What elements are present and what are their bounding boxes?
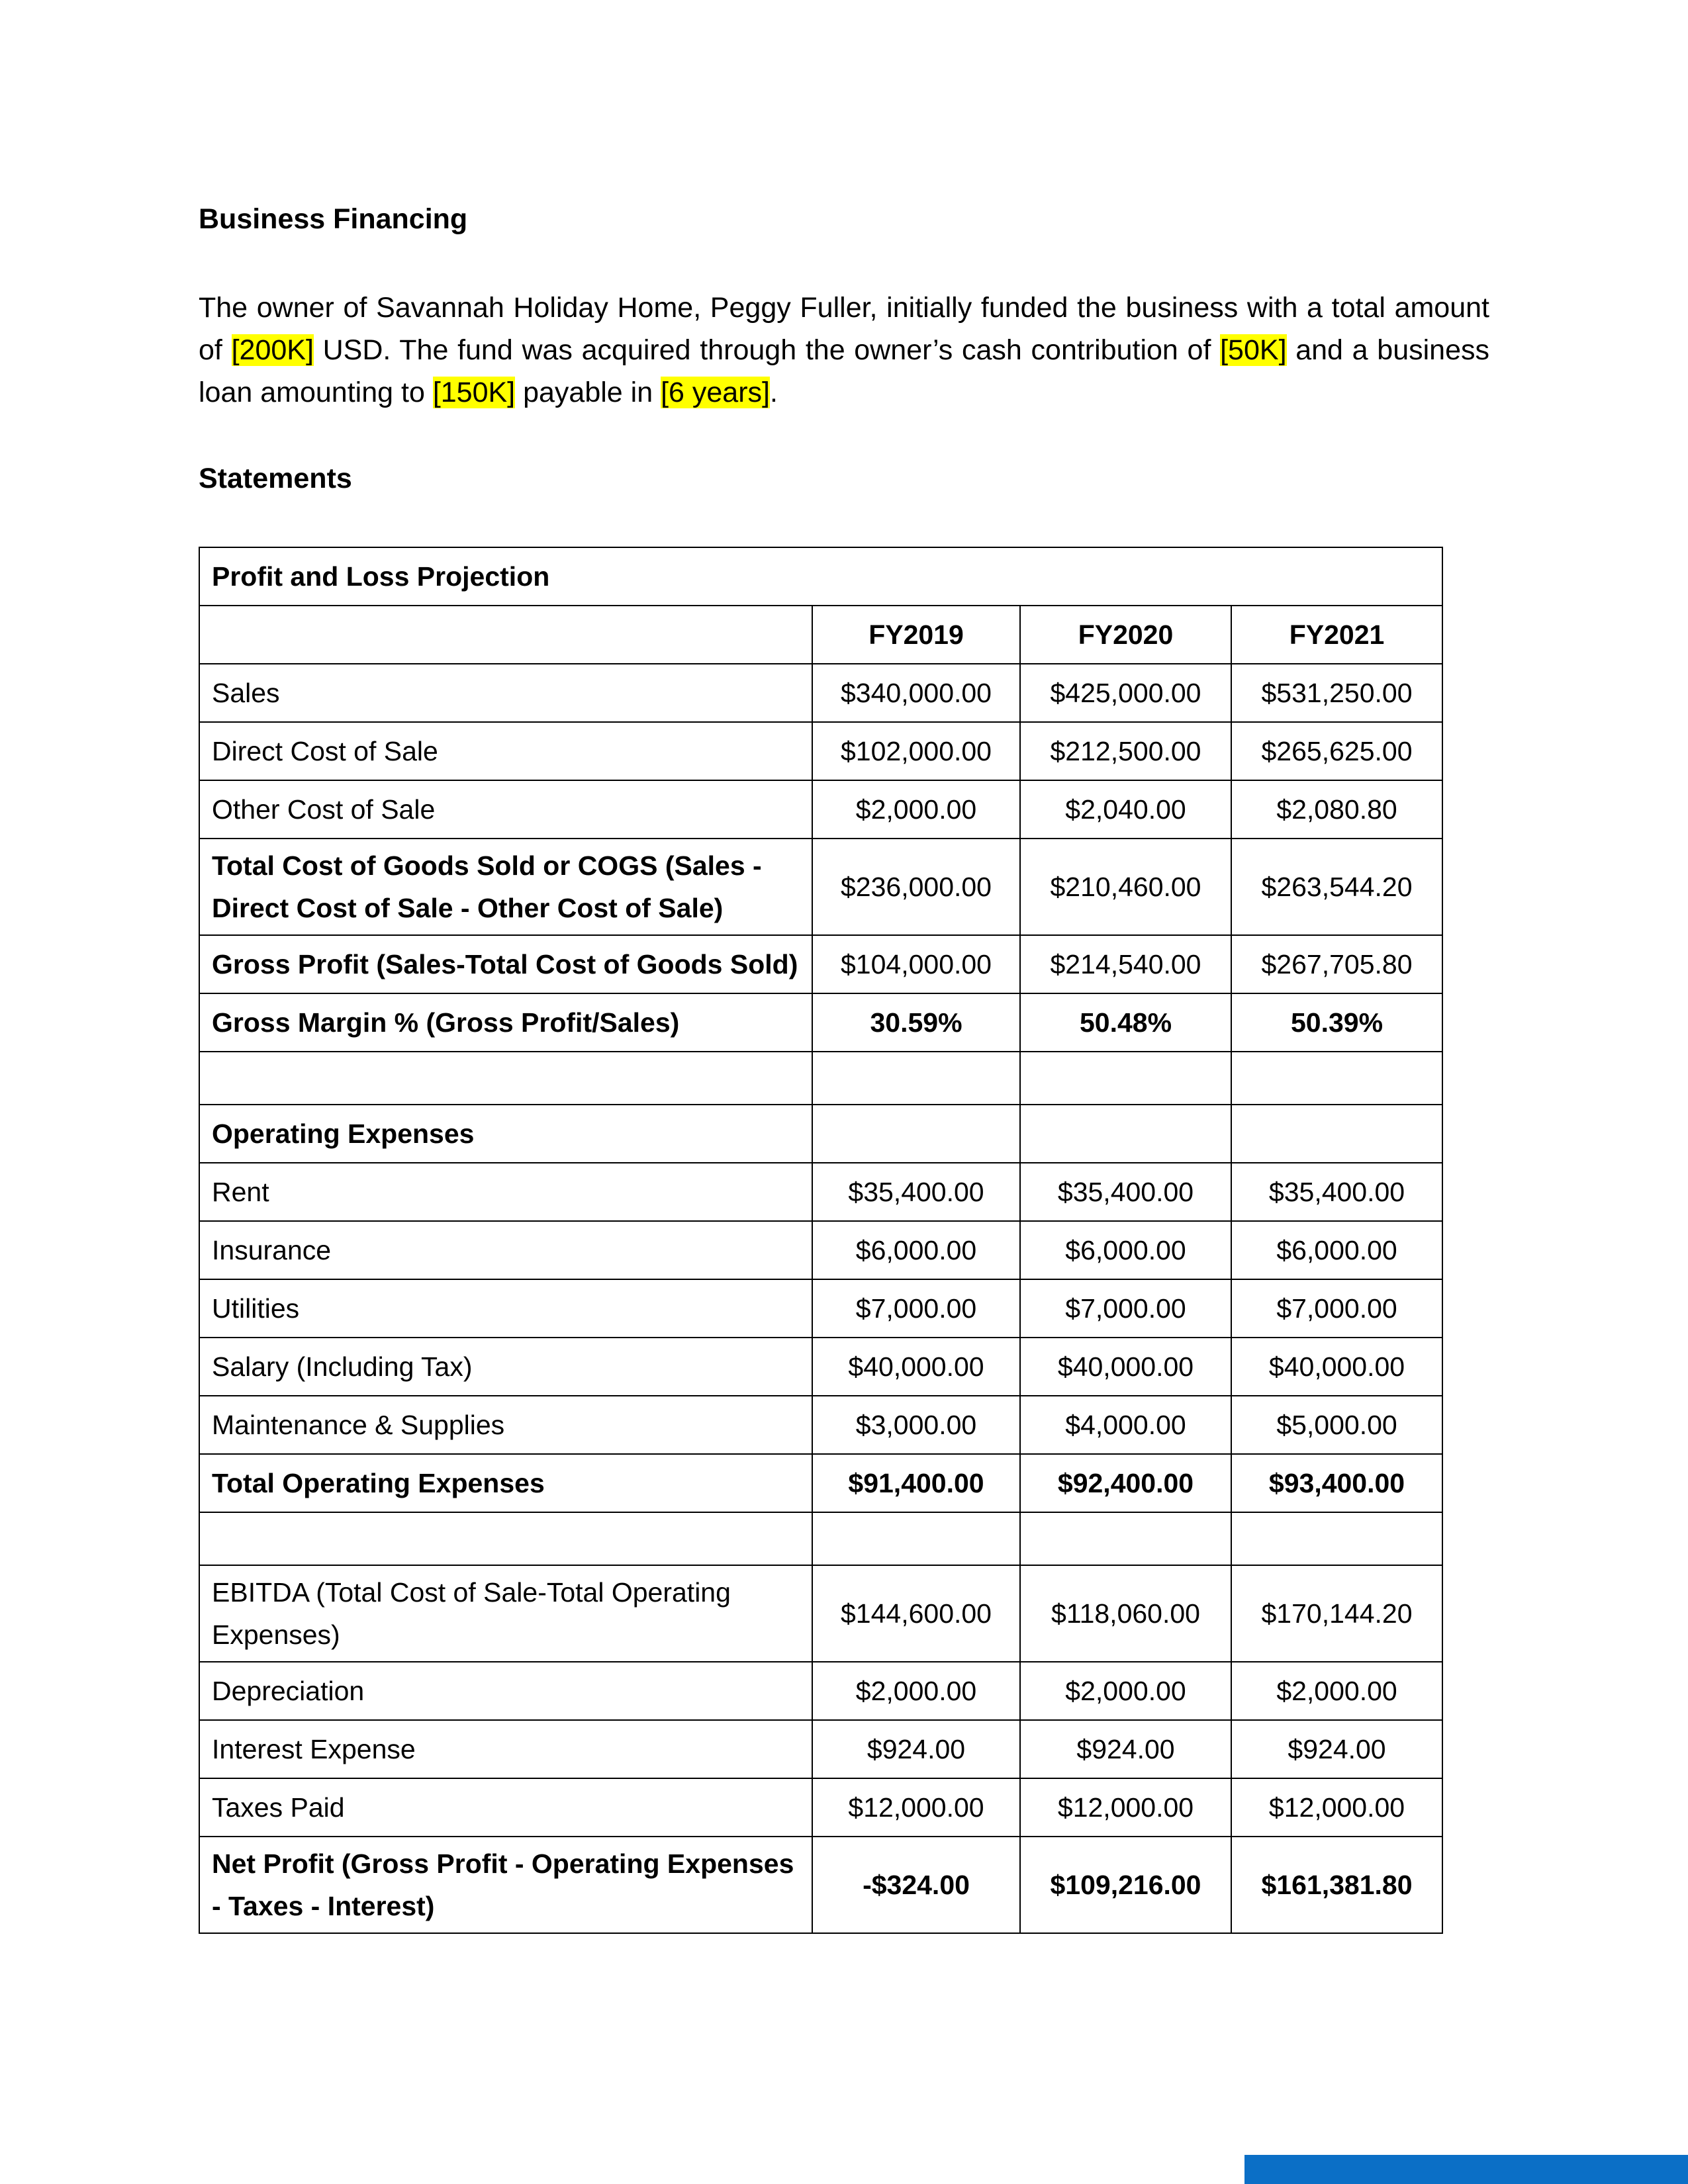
- cell-value: $161,381.80: [1231, 1837, 1442, 1933]
- table-row-interest-expense: [199, 1720, 1442, 1778]
- table-row-maintenance: [199, 1396, 1442, 1454]
- cell-value: $35,400.00: [812, 1163, 1020, 1221]
- statements-heading: Statements: [199, 463, 352, 494]
- cell-value: 50.48%: [1020, 993, 1231, 1052]
- row-label: Operating Expenses: [199, 1105, 812, 1163]
- table-spacer-row: [199, 1052, 1442, 1105]
- cell-value: $236,000.00: [812, 839, 1020, 935]
- loan-amount-highlight: [150K]: [432, 377, 516, 408]
- footer-accent-bar: [1244, 2155, 1688, 2184]
- header-empty-cell: [199, 606, 812, 664]
- total-amount-highlight: [200K]: [231, 334, 314, 366]
- loan-term-highlight: [6 years]: [661, 377, 770, 408]
- cell-value: $531,250.00: [1231, 664, 1442, 722]
- cell-value: $104,000.00: [812, 935, 1020, 993]
- cell-value: 50.39%: [1231, 993, 1442, 1052]
- cell-value: $3,000.00: [812, 1396, 1020, 1454]
- cell-value: $924.00: [1020, 1720, 1231, 1778]
- table-row-operating-expenses-header: [199, 1105, 1442, 1163]
- table-row-total-operating-expenses: [199, 1454, 1442, 1512]
- table-row-insurance: [199, 1221, 1442, 1279]
- cell-value: $2,080.80: [1231, 780, 1442, 839]
- cell-value: $2,000.00: [1020, 1662, 1231, 1720]
- cell-value: $40,000.00: [1231, 1338, 1442, 1396]
- table-row-taxes-paid: [199, 1778, 1442, 1837]
- row-label: Depreciation: [199, 1662, 812, 1720]
- row-label: Direct Cost of Sale: [199, 722, 812, 780]
- financing-text-4: payable in: [515, 377, 661, 408]
- table-row-gross-profit: [199, 935, 1442, 993]
- cell-value: $118,060.00: [1020, 1565, 1231, 1662]
- cell-value: $265,625.00: [1231, 722, 1442, 780]
- cell-value: $170,144.20: [1231, 1565, 1442, 1662]
- cell-value: $263,544.20: [1231, 839, 1442, 935]
- cell-value: $425,000.00: [1020, 664, 1231, 722]
- cell-value: -$324.00: [812, 1837, 1020, 1933]
- cell-value: $12,000.00: [1020, 1778, 1231, 1837]
- row-label: Total Operating Expenses: [199, 1454, 812, 1512]
- column-header-fy2021: FY2021: [1231, 606, 1442, 664]
- table-row-depreciation: [199, 1662, 1442, 1720]
- cell-value: $2,000.00: [1231, 1662, 1442, 1720]
- cell-value: $5,000.00: [1231, 1396, 1442, 1454]
- row-label: Insurance: [199, 1221, 812, 1279]
- cell-value: $40,000.00: [812, 1338, 1020, 1396]
- cell-value: $6,000.00: [1231, 1221, 1442, 1279]
- cell-value: $2,000.00: [812, 1662, 1020, 1720]
- row-label: Taxes Paid: [199, 1778, 812, 1837]
- column-header-fy2020: FY2020: [1020, 606, 1231, 664]
- table-row-utilities: [199, 1279, 1442, 1338]
- business-financing-heading: Business Financing: [199, 203, 468, 235]
- table-title: Profit and Loss Projection: [199, 547, 1442, 606]
- row-label: Interest Expense: [199, 1720, 812, 1778]
- table-title-row: [199, 547, 1442, 606]
- cell-value: 30.59%: [812, 993, 1020, 1052]
- table-row-direct-cost: [199, 722, 1442, 780]
- row-label: Salary (Including Tax): [199, 1338, 812, 1396]
- row-label: Total Cost of Goods Sold or COGS (Sales - Direct Cost of Sale - Other Cost of Sale): [199, 839, 812, 935]
- row-label: Utilities: [199, 1279, 812, 1338]
- cell-value: $7,000.00: [1231, 1279, 1442, 1338]
- table-row-net-profit: [199, 1837, 1442, 1933]
- row-label: EBITDA (Total Cost of Sale-Total Operating Expenses): [199, 1565, 812, 1662]
- table-row-sales: [199, 664, 1442, 722]
- cell-value: $91,400.00: [812, 1454, 1020, 1512]
- cell-value: $7,000.00: [1020, 1279, 1231, 1338]
- cell-value: $144,600.00: [812, 1565, 1020, 1662]
- table-row-gross-margin: [199, 993, 1442, 1052]
- table-row-total-cogs: [199, 839, 1442, 935]
- row-label: Gross Profit (Sales-Total Cost of Goods Sold): [199, 935, 812, 993]
- cell-value: $924.00: [1231, 1720, 1442, 1778]
- cell-value: $7,000.00: [812, 1279, 1020, 1338]
- financing-paragraph: [199, 287, 1489, 414]
- cell-value: $924.00: [812, 1720, 1020, 1778]
- financing-text-1: The owner of Savannah Holiday Home, Peggy Fuller, initially funded the business with a total amount of: [199, 292, 1489, 366]
- cell-value: $210,460.00: [1020, 839, 1231, 935]
- cell-value: $267,705.80: [1231, 935, 1442, 993]
- cell-value: $340,000.00: [812, 664, 1020, 722]
- financing-text-5: .: [769, 377, 778, 408]
- financing-text-2: USD. The fund was acquired through the owner’s cash contribution of: [313, 334, 1221, 366]
- cell-value: $35,400.00: [1020, 1163, 1231, 1221]
- cell-value: $2,000.00: [812, 780, 1020, 839]
- cell-value: $6,000.00: [1020, 1221, 1231, 1279]
- cell-value: $40,000.00: [1020, 1338, 1231, 1396]
- cell-value: $212,500.00: [1020, 722, 1231, 780]
- row-label: Other Cost of Sale: [199, 780, 812, 839]
- cell-value: $12,000.00: [812, 1778, 1020, 1837]
- cell-value: $109,216.00: [1020, 1837, 1231, 1933]
- column-header-fy2019: FY2019: [812, 606, 1020, 664]
- profit-loss-table: [199, 547, 1443, 1934]
- table-row-ebitda: [199, 1565, 1442, 1662]
- cell-value: $35,400.00: [1231, 1163, 1442, 1221]
- table-spacer-row: [199, 1512, 1442, 1565]
- cell-value: $12,000.00: [1231, 1778, 1442, 1837]
- cell-value: $92,400.00: [1020, 1454, 1231, 1512]
- table-row-other-cost: [199, 780, 1442, 839]
- table-header-row: [199, 606, 1442, 664]
- row-label: Maintenance & Supplies: [199, 1396, 812, 1454]
- cell-value: $2,040.00: [1020, 780, 1231, 839]
- cash-contribution-highlight: [50K]: [1220, 334, 1287, 366]
- cell-value: $214,540.00: [1020, 935, 1231, 993]
- row-label: Sales: [199, 664, 812, 722]
- table-row-salary: [199, 1338, 1442, 1396]
- row-label: Net Profit (Gross Profit - Operating Expenses - Taxes - Interest): [199, 1837, 812, 1933]
- financing-text-3: and a business loan amounting to: [199, 334, 1489, 408]
- cell-value: $102,000.00: [812, 722, 1020, 780]
- cell-value: $93,400.00: [1231, 1454, 1442, 1512]
- row-label: Rent: [199, 1163, 812, 1221]
- cell-value: $6,000.00: [812, 1221, 1020, 1279]
- row-label: Gross Margin % (Gross Profit/Sales): [199, 993, 812, 1052]
- table-row-rent: [199, 1163, 1442, 1221]
- cell-value: $4,000.00: [1020, 1396, 1231, 1454]
